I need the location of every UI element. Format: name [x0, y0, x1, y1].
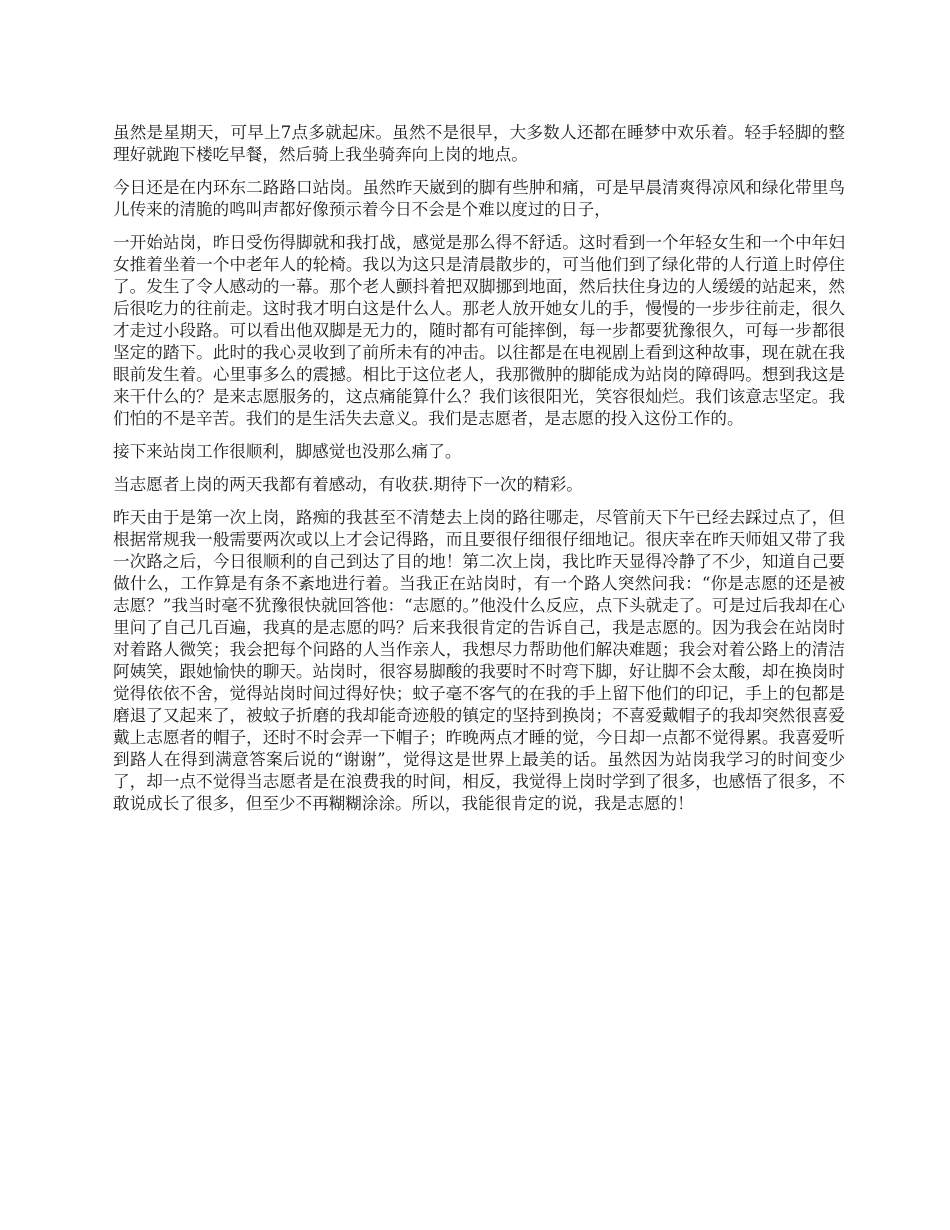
document-body — [113, 122, 845, 826]
paragraph-3: 一开始站岗，昨日受伤得脚就和我打战，感觉是那么得不舒适。这时看到一个年轻女生和一个中年妇女推着坐着一个中老年人的轮椅。我以为这只是清晨散步的，可当他们到了绿化带的人行道上时停住了。发生了令人感动的一幕。那个老人颤抖着把双脚挪到地面，然后扶住身边的人缓缓的站起来，然后很吃力的往前走。这时我才明白这是什么人。那老人放开她女儿的手，慢慢的一步步往前走，很久才走过小段路。可以看出他双脚是无力的，随时都有可能摔倒，每一步都要犹豫很久，可每一步都很坚定的踏下。此时的我心灵收到了前所未有的冲击。以往都是在电视剧上看到这种故事，现在就在我眼前发生着。心里事多么的震撼。相比于这位老人，我那微肿的脚能成为站岗的障碍吗。想到我这是来干什么的？是来志愿服务的，这点痛能算什么？我们该很阳光，笑容很灿烂。我们该意志坚定。我们怕的不是辛苦。我们的是生活失去意义。我们是志愿者，是志愿的投入这份工作的。 — [113, 233, 845, 428]
paragraph-2: 今日还是在内环东二路路口站岗。虽然昨天崴到的脚有些肿和痛，可是早晨清爽得凉风和绿化带里鸟儿传来的清脆的鸣叫声都好像预示着今日不会是个难以度过的日子， — [113, 178, 845, 219]
paragraph-5: 当志愿者上岗的两天我都有着感动，有收获.期待下一次的精彩。 — [113, 475, 583, 494]
paragraph-6: 昨天由于是第一次上岗，路痴的我甚至不清楚去上岗的路往哪走，尽管前天下午已经去踩过点了，但根据常规我一般需要两次或以上才会记得路，而且要很仔细很仔细地记。很庆幸在昨天师姐又带了我一次路之后，今日很顺利的自己到达了目的地！第二次上岗，我比昨天显得冷静了不少，知道自己要做什么，工作算是有条不紊地进行着。当我正在站岗时，有一个路人突然问我：“你是志愿的还是被志愿？”我当时毫不犹豫很快就回答他：“志愿的。”他没什么反应，点下头就走了。可是过后我却在心里问了自己几百遍，我真的是志愿的吗？后来我很肯定的告诉自己，我是志愿的。因为我会在站岗时对着路人微笑；我会把每个问路的人当作亲人，我想尽力帮助他们解决难题；我会对着公路上的清洁阿姨笑，跟她愉快的聊天。站岗时，很容易脚酸的我要时不时弯下脚，好让脚不会太酸，却在换岗时觉得依依不舍，觉得站岗时间过得好快；蚊子毫不客气的在我的手上留下他们的印记，手上的包都是磨退了又起来了，被蚊子折磨的我却能奇迹般的镇定的坚持到换岗；不喜爱戴帽子的我却突然很喜爱戴上志愿者的帽子，还时不时会弄一下帽子；昨晚两点才睡的觉，今日却一点都不觉得累。我喜爱听到路人在得到满意答案后说的“谢谢”，觉得这是世界上最美的话。虽然因为站岗我学习的时间变少了，却一点不觉得当志愿者是在浪费我的时间，相反，我觉得上岗时学到了很多，也感悟了很多，不敢说成长了很多，但至少不再糊糊涂涂。所以，我能很肯定的说，我是志愿的！ — [113, 508, 845, 813]
paragraph-4: 接下来站岗工作很顺利，脚感觉也没那么痛了。 — [113, 442, 462, 461]
paragraph-1: 虽然是星期天，可早上7点多就起床。虽然不是很早，大多数人还都在睡梦中欢乐着。轻手轻脚的整理好就跑下楼吃早餐，然后骑上我坐骑奔向上岗的地点。 — [113, 123, 845, 164]
